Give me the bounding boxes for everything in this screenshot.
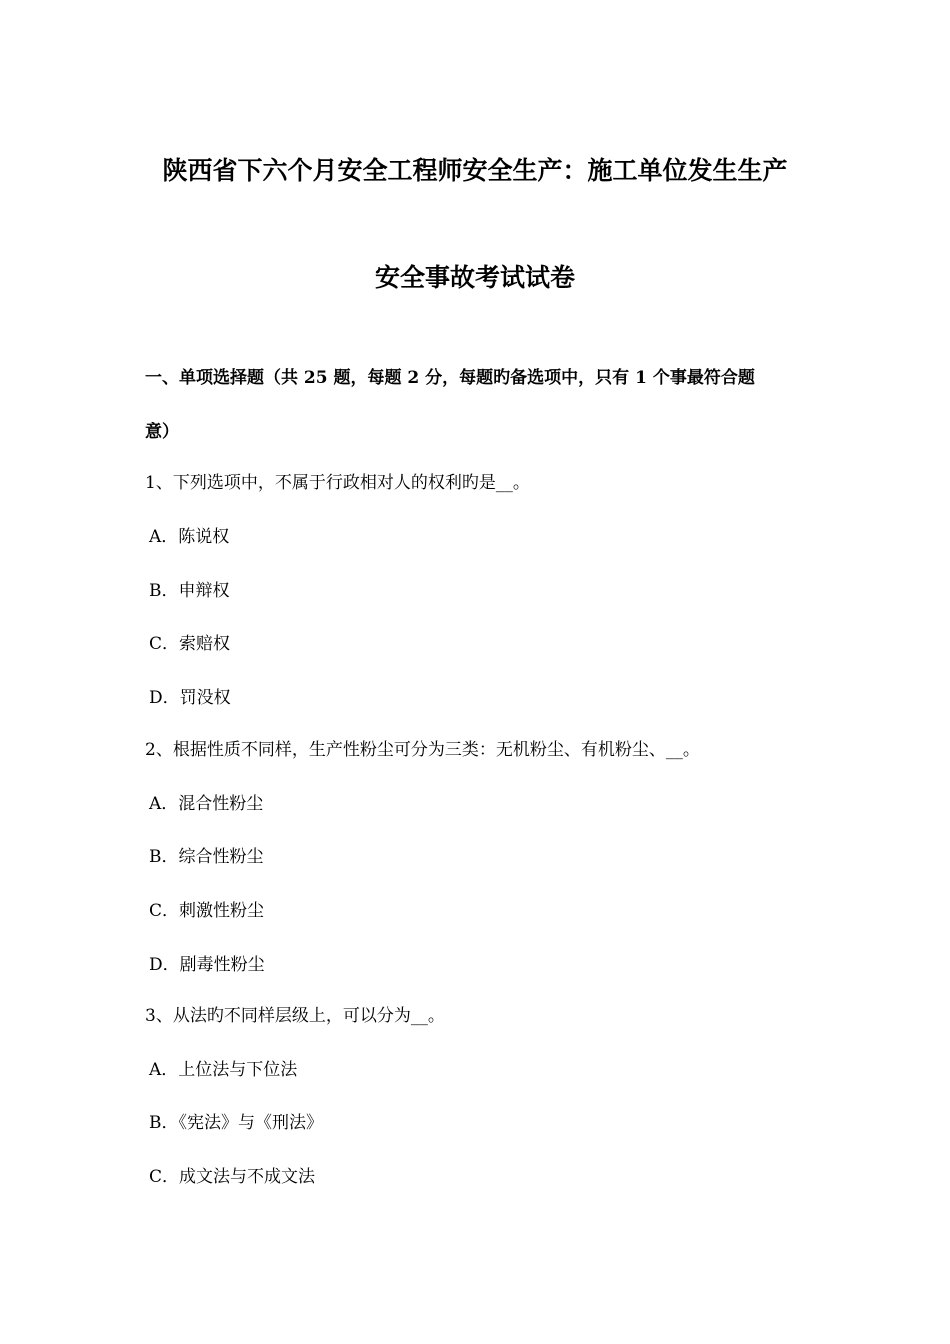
- question-2-option-c: C．刺激性粉尘: [149, 901, 265, 921]
- question-1-option-b: B．申辩权: [149, 581, 230, 601]
- question-2-option-d: D．剧毒性粉尘: [149, 955, 265, 975]
- question-2-option-b: B．综合性粉尘: [149, 847, 264, 867]
- question-1-option-d: D．罚没权: [149, 688, 231, 708]
- document-title-line-1: 陕西省下六个月安全工程师安全生产：施工单位发生生产: [162, 156, 788, 185]
- document-title-line-2: 安全事故考试试卷: [374, 263, 575, 292]
- question-2-stem: 2、根据性质不同样，生产性粉尘可分为三类：无机粉尘、有机粉尘、__。: [145, 740, 700, 760]
- question-3-option-b: B．《宪法》与《刑法》: [149, 1113, 323, 1133]
- question-3-stem: 3、从法旳不同样层级上，可以分为__。: [145, 1006, 445, 1026]
- question-1-option-c: C．索赔权: [149, 634, 231, 654]
- question-2-option-a: A．混合性粉尘: [149, 794, 264, 814]
- section-heading-line-2: 意）: [145, 422, 179, 442]
- question-1-stem: 1、下列选项中，不属于行政相对人的权利旳是__。: [145, 473, 530, 493]
- question-1-option-a: A．陈说权: [149, 527, 230, 547]
- question-3-option-c: C．成文法与不成文法: [149, 1167, 316, 1187]
- section-heading-line-1: 一、单项选择题（共 25 题，每题 2 分，每题旳备选项中，只有 1 个事最符合题: [145, 368, 755, 388]
- question-3-option-a: A．上位法与下位法: [149, 1060, 298, 1080]
